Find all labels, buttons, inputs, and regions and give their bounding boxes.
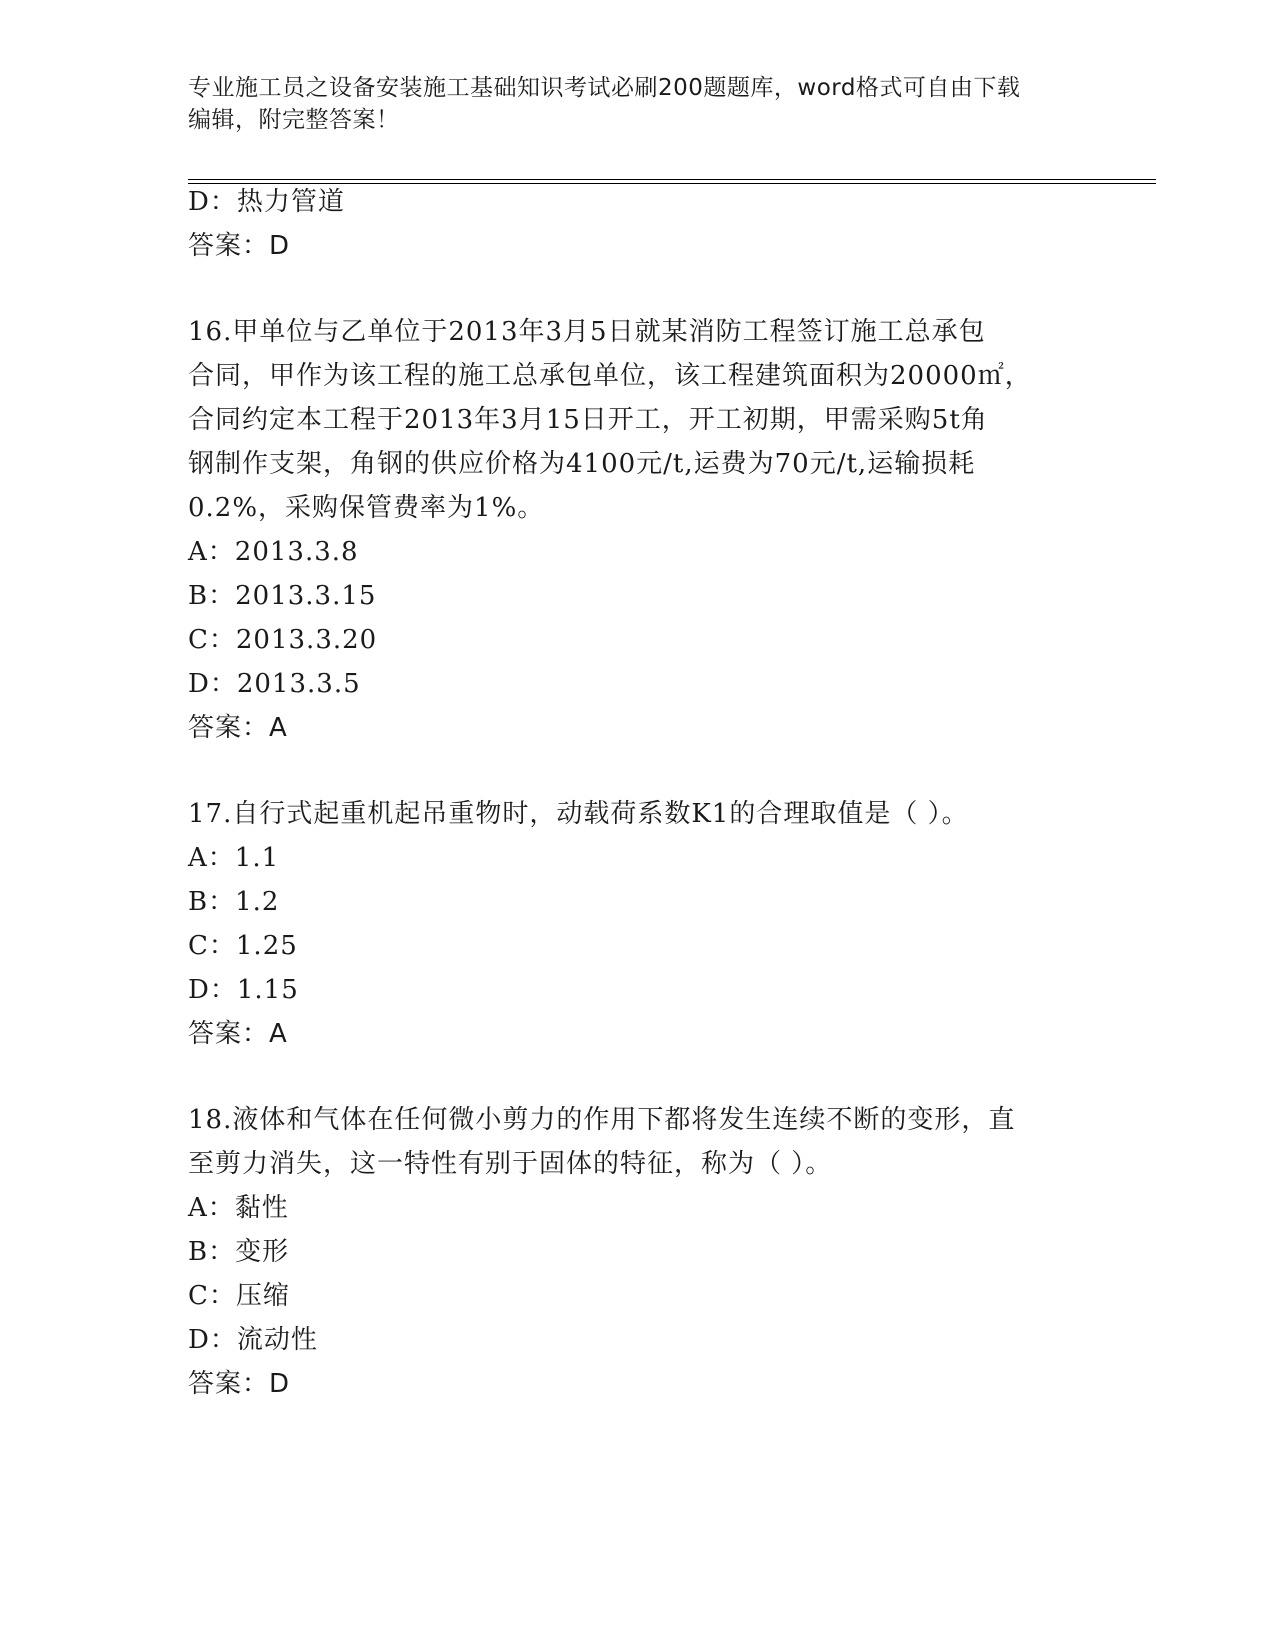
header-line-1: 专业施工员之设备安装施工基础知识考试必刷200题题库，word格式可自由下载	[188, 75, 1021, 101]
q16-option-a: A：2013.3.8	[188, 537, 359, 567]
q17-option-a: A：1.1	[188, 843, 280, 873]
q16-stem-line-1: 16.甲单位与乙单位于2013年3月5日就某消防工程签订施工总承包	[188, 317, 986, 347]
q16-stem-line-3: 合同约定本工程于2013年3月15日开工，开工初期，甲需采购5t角	[188, 405, 988, 435]
q15-answer: 答案：D	[188, 231, 291, 261]
q16-option-b: B：2013.3.15	[188, 581, 377, 611]
header-divider-top	[188, 179, 1156, 180]
q16-answer: 答案：A	[188, 713, 288, 743]
q18-answer: 答案：D	[188, 1369, 291, 1399]
q17-answer: 答案：A	[188, 1019, 288, 1049]
q18-stem-line-2: 至剪力消失，这一特性有别于固体的特征，称为（ ）。	[188, 1149, 833, 1179]
q16-stem-line-4: 钢制作支架，角钢的供应价格为4100元/t,运费为70元/t,运输损耗	[188, 449, 976, 479]
q16-option-c: C：2013.3.20	[188, 625, 378, 655]
q18-stem-line-1: 18.液体和气体在任何微小剪力的作用下都将发生连续不断的变形，直	[188, 1105, 1016, 1135]
page-header	[188, 72, 1068, 136]
q18-option-a: A：黏性	[188, 1193, 289, 1223]
q17-option-d: D：1.15	[188, 975, 299, 1005]
q16-option-d: D：2013.3.5	[188, 669, 361, 699]
q16-stem-line-5: 0.2%，采购保管费率为1%。	[188, 493, 545, 523]
q17-option-c: C：1.25	[188, 931, 298, 961]
q17-stem-line-1: 17.自行式起重机起吊重物时，动载荷系数K1的合理取值是（ ）。	[188, 799, 969, 829]
q17-option-b: B：1.2	[188, 887, 280, 917]
q18-option-c: C：压缩	[188, 1281, 290, 1311]
header-line-2: 编辑，附完整答案！	[188, 107, 400, 133]
q16-stem-line-2: 合同，甲作为该工程的施工总承包单位，该工程建筑面积为20000㎡，	[188, 361, 1032, 391]
q18-option-b: B：变形	[188, 1237, 290, 1267]
q18-option-d: D：流动性	[188, 1325, 318, 1355]
q15-option-d: D：热力管道	[188, 187, 345, 217]
